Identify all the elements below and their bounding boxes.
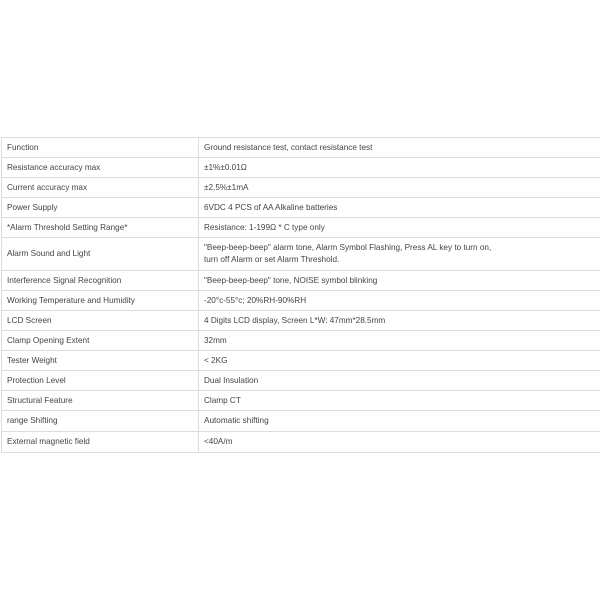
specification-table bbox=[1, 137, 600, 453]
spec-value-line: "Beep-beep-beep" alarm tone, Alarm Symbol Flashing, Press AL key to turn on, bbox=[204, 243, 492, 252]
spec-value: Clamp CT bbox=[199, 391, 600, 411]
spec-name: *Alarm Threshold Setting Range* bbox=[2, 218, 199, 238]
table-row bbox=[2, 371, 600, 391]
spec-name: Protection Level bbox=[2, 371, 199, 391]
spec-name: Current accuracy max bbox=[2, 178, 199, 198]
spec-name: Function bbox=[2, 138, 199, 158]
table-row bbox=[2, 198, 600, 218]
spec-value: Automatic shifting bbox=[199, 411, 600, 432]
table-row bbox=[2, 138, 600, 158]
spec-name: range Shifting bbox=[2, 411, 199, 432]
spec-value bbox=[199, 238, 600, 271]
spec-name: Resistance accuracy max bbox=[2, 158, 199, 178]
table-row bbox=[2, 178, 600, 198]
spec-name: External magnetic field bbox=[2, 432, 199, 453]
spec-value: ±1%±0.01Ω bbox=[199, 158, 600, 178]
spec-name: Tester Weight bbox=[2, 351, 199, 371]
table-row bbox=[2, 291, 600, 311]
table-row bbox=[2, 432, 600, 453]
table-row bbox=[2, 158, 600, 178]
spec-value-line: turn off Alarm or set Alarm Threshold. bbox=[204, 255, 340, 264]
spec-name: Working Temperature and Humidity bbox=[2, 291, 199, 311]
table-row bbox=[2, 238, 600, 271]
table-row bbox=[2, 411, 600, 432]
spec-value: Resistance: 1-199Ω * C type only bbox=[199, 218, 600, 238]
spec-value: < 2KG bbox=[199, 351, 600, 371]
spec-value: -20°c-55°c; 20%RH-90%RH bbox=[199, 291, 600, 311]
spec-name: Structural Feature bbox=[2, 391, 199, 411]
spec-value: Ground resistance test, contact resistance test bbox=[199, 138, 600, 158]
spec-name: Power Supply bbox=[2, 198, 199, 218]
table-row bbox=[2, 311, 600, 331]
spec-value: <40A/m bbox=[199, 432, 600, 453]
spec-value: 32mm bbox=[199, 331, 600, 351]
spec-name: Clamp Opening Extent bbox=[2, 331, 199, 351]
table-row bbox=[2, 271, 600, 291]
spec-value: Dual Insulation bbox=[199, 371, 600, 391]
table-row bbox=[2, 331, 600, 351]
spec-name: Interference Signal Recognition bbox=[2, 271, 199, 291]
spec-value: 4 Digits LCD display, Screen L*W: 47mm*28.5mm bbox=[199, 311, 600, 331]
spec-value: 6VDC 4 PCS of AA Alkaline batteries bbox=[199, 198, 600, 218]
spec-value: ±2.5%±1mA bbox=[199, 178, 600, 198]
spec-value: "Beep-beep-beep" tone, NOISE symbol blinking bbox=[199, 271, 600, 291]
spec-name: Alarm Sound and Light bbox=[2, 238, 199, 271]
spec-name: LCD Screen bbox=[2, 311, 199, 331]
table-row bbox=[2, 391, 600, 411]
table-row bbox=[2, 351, 600, 371]
table-row bbox=[2, 218, 600, 238]
